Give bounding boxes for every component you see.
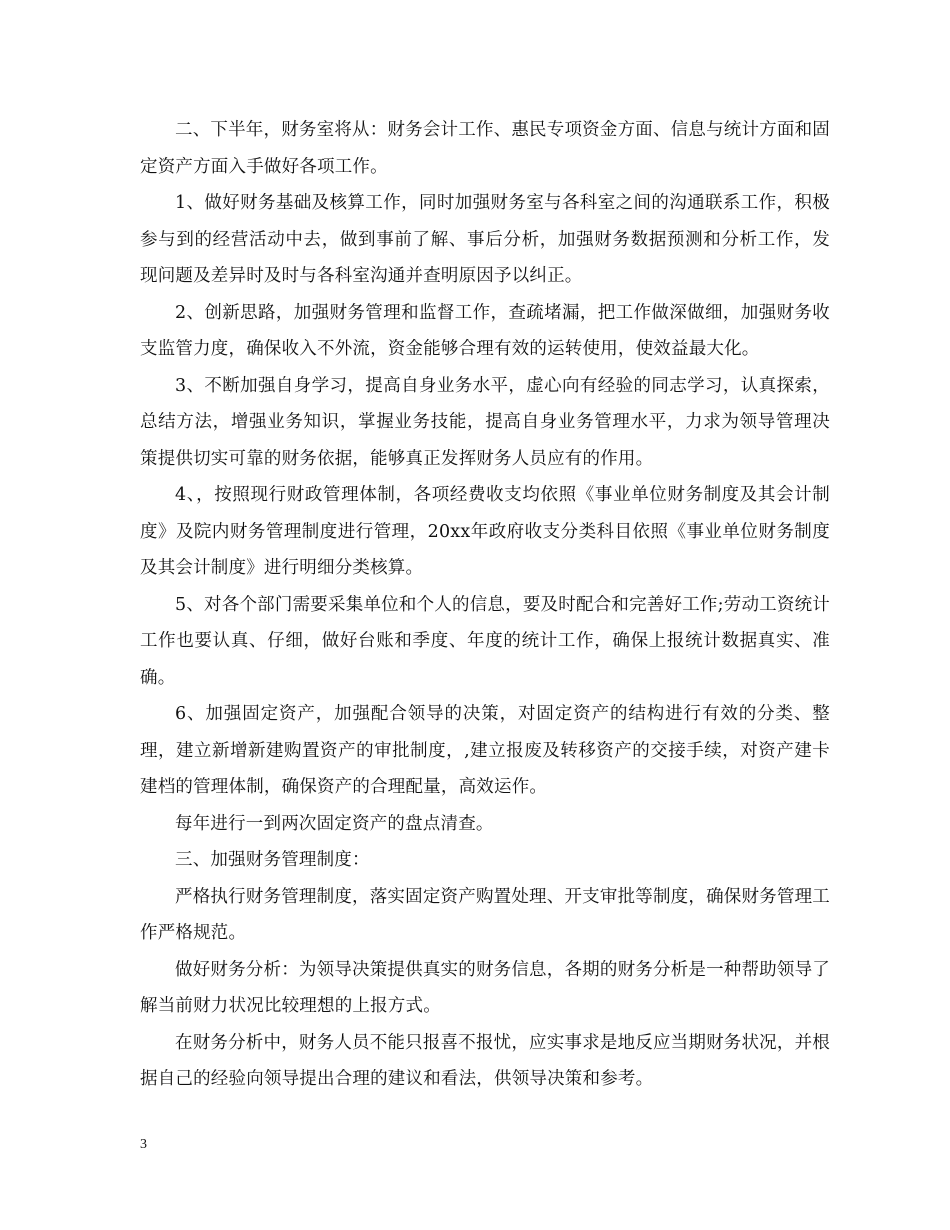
paragraph-item-3: 3、不断加强自身学习，提高自身业务水平，虚心向有经验的同志学习，认真探索，总结方法，增强业务知识，掌握业务技能，提高自身业务管理水平，力求为领导管理决策提供切实可靠的财务依据，能够真正发挥财务人员应有的作用。 [140,375,830,469]
paragraph-strict-rules: 严格执行财务管理制度，落实固定资产购置处理、开支审批等制度，确保财务管理工作严格规范。 [140,886,830,943]
paragraph-item-1: 1、做好财务基础及核算工作，同时加强财务室与各科室之间的沟通联系工作，积极参与到的经营活动中去，做到事前了解、事后分析，加强财务数据预测和分析工作，发现问题及差异时及时与各科室沟通并查明原因予以纠正。 [140,193,830,286]
page-number: 3 [140,1137,147,1152]
paragraph-annual-inventory: 每年进行一到两次固定资产的盘点清查。 [175,813,494,834]
paragraph-item-4: 4、，按照现行财政管理体制，各项经费收支均依照《事业单位财务制度及其会计制度》及院内财务管理制度进行管理，20xx年政府收支分类科目依照《事业单位财务制度及其会计制度》进行明细分类核算。 [140,485,830,578]
paragraph-financial-analysis: 做好财务分析：为领导决策提供真实的财务信息，各期的财务分析是一种帮助领导了解当前财力状况比较理想的上报方式。 [140,959,830,1016]
paragraph-analysis-reporting: 在财务分析中，财务人员不能只报喜不报忧，应实事求是地反应当期财务状况，并根据自己的经验向领导提出合理的建议和看法，供领导决策和参考。 [140,1032,830,1089]
paragraph-section-two-intro: 二、下半年，财务室将从：财务会计工作、惠民专项资金方面、信息与统计方面和固定资产方面入手做好各项工作。 [140,120,830,177]
document-body [140,112,830,1098]
paragraph-item-5: 5、对各个部门需要采集单位和个人的信息，要及时配合和完善好工作;劳动工资统计工作也要认真、仔细，做好台账和季度、年度的统计工作，确保上报统计数据真实、准确。 [140,594,830,688]
paragraph-item-2: 2、创新思路，加强财务管理和监督工作，查疏堵漏，把工作做深做细，加强财务收支监管力度，确保收入不外流，资金能够合理有效的运转使用，使效益最大化。 [140,302,830,359]
paragraph-item-6: 6、加强固定资产，加强配合领导的决策，对固定资产的结构进行有效的分类、整理，建立新增新建购置资产的审批制度，,建立报废及转移资产的交接手续，对资产建卡建档的管理体制，确保资产的合理配量，高效运作。 [140,704,830,797]
paragraph-section-three-heading: 三、加强财务管理制度： [175,850,370,870]
